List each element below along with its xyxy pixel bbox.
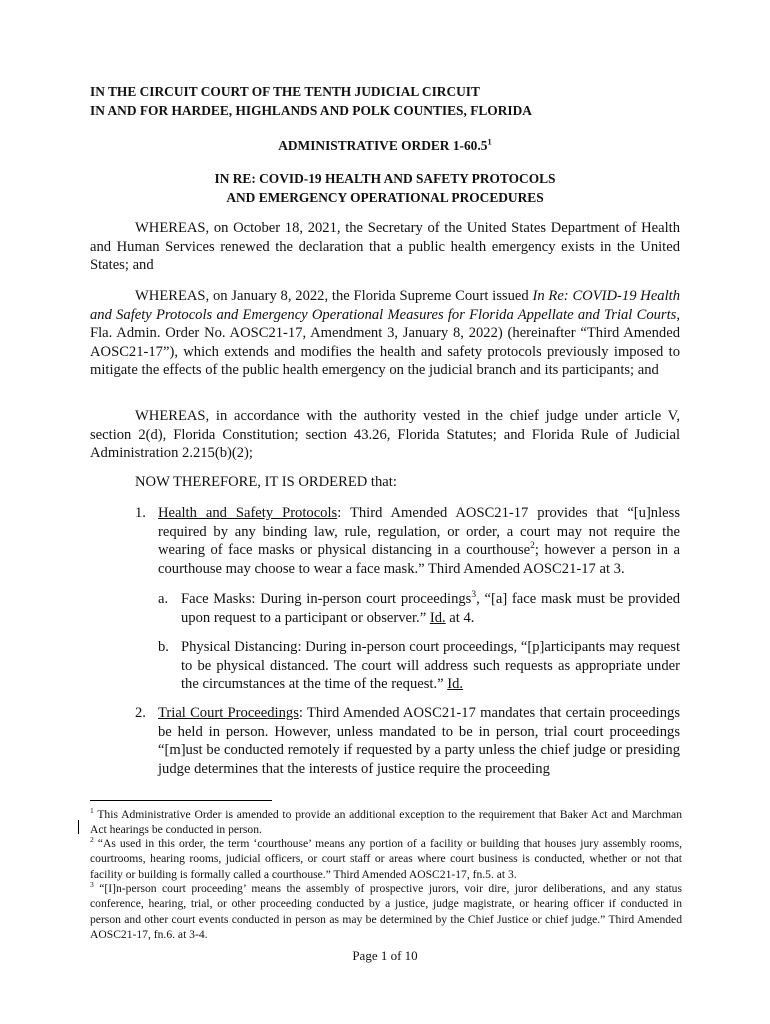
item-1a-citation: Id. <box>429 609 446 626</box>
item-1b-letter: b. <box>158 639 169 655</box>
whereas-paragraph-1: WHEREAS, on October 18, 2021, the Secretary of the United States Department of Health and Human Services renewed the declaration that a public health emergency exists in the United States; and <box>90 220 680 274</box>
page-number: Page 1 of 10 <box>352 948 418 963</box>
footnote-ref-1: 1 <box>487 136 492 147</box>
whereas-paragraph-3: WHEREAS, in accordance with the authority vested in the chief judge under article V, section 2(d), Florida Constitution; section 43.26, Florida Statutes; and Florida Rule of Judicial Administration 2.215(b)(2); <box>90 408 680 462</box>
item-1b-body: Physical Distancing: During in-person court proceedings, “[p]articipants may request to be physical distanced. The court will address such requests as appropriate under the circumstances at the time of the request.” <box>181 639 680 693</box>
footnote-3-marker: 3 <box>90 880 94 890</box>
item-1-heading: Health and Safety Protocols <box>158 505 338 521</box>
footnote-1 <box>90 807 682 838</box>
item-2-number: 2. <box>135 705 146 721</box>
item-2-text <box>158 704 680 778</box>
item-1b-citation: Id. <box>447 676 464 693</box>
item-1-body-a: : Third Amended AOSC21-17 provides that “[u]nless required by any binding law, rule, regulation, or order, a court may not require the wearing of face masks or physical distancing in a courthouse <box>158 505 680 559</box>
whereas-paragraph-2 <box>90 287 680 380</box>
footnote-ref-2: 2 <box>530 541 535 552</box>
footnote-3-text: “[I]n-person court proceeding’ means the assembly of prospective jurors, voir dire, juror deliberations, and any status conference, hearing, trial, or other proceeding conducted by a justice, judge magistrate, or hearing officer if conducted in person and other court events conducted in person as may be determined by the Chief Justice or chief judge.” Third Amended AOSC21-17, fn.6. at 3-4. <box>90 882 682 941</box>
revision-bar <box>78 820 79 834</box>
caption-line-1: IN THE CIRCUIT COURT OF THE TENTH JUDICIAL CIRCUIT <box>90 84 480 99</box>
item-2-heading: Trial Court Proceedings <box>158 705 299 721</box>
item-1a-body-3: at 4. <box>445 609 475 626</box>
item-2-body: : Third Amended AOSC21-17 mandates that certain proceedings be held in person. However, unless mandated to be in person, trial court proceedings “[m]ust be conducted remotely if requested by a party unless the chief judge or presiding judge determines that the interests of justice require the proceeding <box>158 705 681 777</box>
footnote-ref-3: 3 <box>471 590 477 601</box>
item-1b-text <box>181 638 680 694</box>
footnote-2-marker: 2 <box>90 835 94 845</box>
ordered-clause: NOW THEREFORE, IT IS ORDERED that: <box>135 474 397 490</box>
footnote-2 <box>90 836 682 882</box>
whereas-2-rest: , Fla. Admin. Order No. AOSC21-17, Amendment 3, January 8, 2022) (hereinafter “Third Amended AOSC21-17”), which extends and modifies the health and safety protocols previously imposed to mitigate the effects of the public health emergency on the judicial branch and its participants; and <box>90 306 680 379</box>
in-re-heading <box>0 169 770 207</box>
order-title-text: ADMINISTRATIVE ORDER 1-60.5 <box>278 138 488 153</box>
in-re-line-2: AND EMERGENCY OPERATIONAL PROCEDURES <box>226 190 544 205</box>
item-1a-text <box>181 590 680 627</box>
item-1a-body-1: Face Masks: During in-person court proceedings <box>181 591 472 607</box>
item-1a-body-2: , “[a] face mask must be provided upon request to a participant or observer.” <box>181 591 681 626</box>
case-citation: In Re: COVID-19 Health and Safety Protocols and Emergency Operational Measures for Florida Appellate and Trial Courts <box>90 288 680 323</box>
item-1-number: 1. <box>135 505 146 521</box>
footnote-1-text: This Administrative Order is amended to provide an additional exception to the requirement that Baker Act and Marchman Act hearings be conducted in person. <box>90 808 682 837</box>
whereas-2-lead: WHEREAS, on January 8, 2022, the Florida Supreme Court issued <box>135 288 533 304</box>
footnote-2-text: “As used in this order, the term ‘courthouse’ means any portion of a facility or building that houses jury assembly rooms, courtrooms, hearing rooms, judicial officers, or court staff or areas where court business is conducted, whether or not that facility or building is formally called a courthouse.” Third Amended AOSC21-17, fn.5. at 3. <box>90 837 682 881</box>
footnote-1-marker: 1 <box>90 806 94 816</box>
item-1-text <box>158 504 680 578</box>
item-1a-letter: a. <box>158 591 169 607</box>
in-re-line-1: IN RE: COVID-19 HEALTH AND SAFETY PROTOCOLS <box>214 171 556 186</box>
court-caption <box>90 82 532 120</box>
order-title <box>0 136 770 155</box>
caption-line-2: IN AND FOR HARDEE, HIGHLANDS AND POLK COUNTIES, FLORIDA <box>90 103 532 118</box>
item-1-body-b: ; however a person in a courthouse may choose to wear a face mask.” Third Amended AOSC21-17 at 3. <box>158 542 680 577</box>
footnote-separator <box>90 800 272 801</box>
footnote-3 <box>90 881 682 942</box>
